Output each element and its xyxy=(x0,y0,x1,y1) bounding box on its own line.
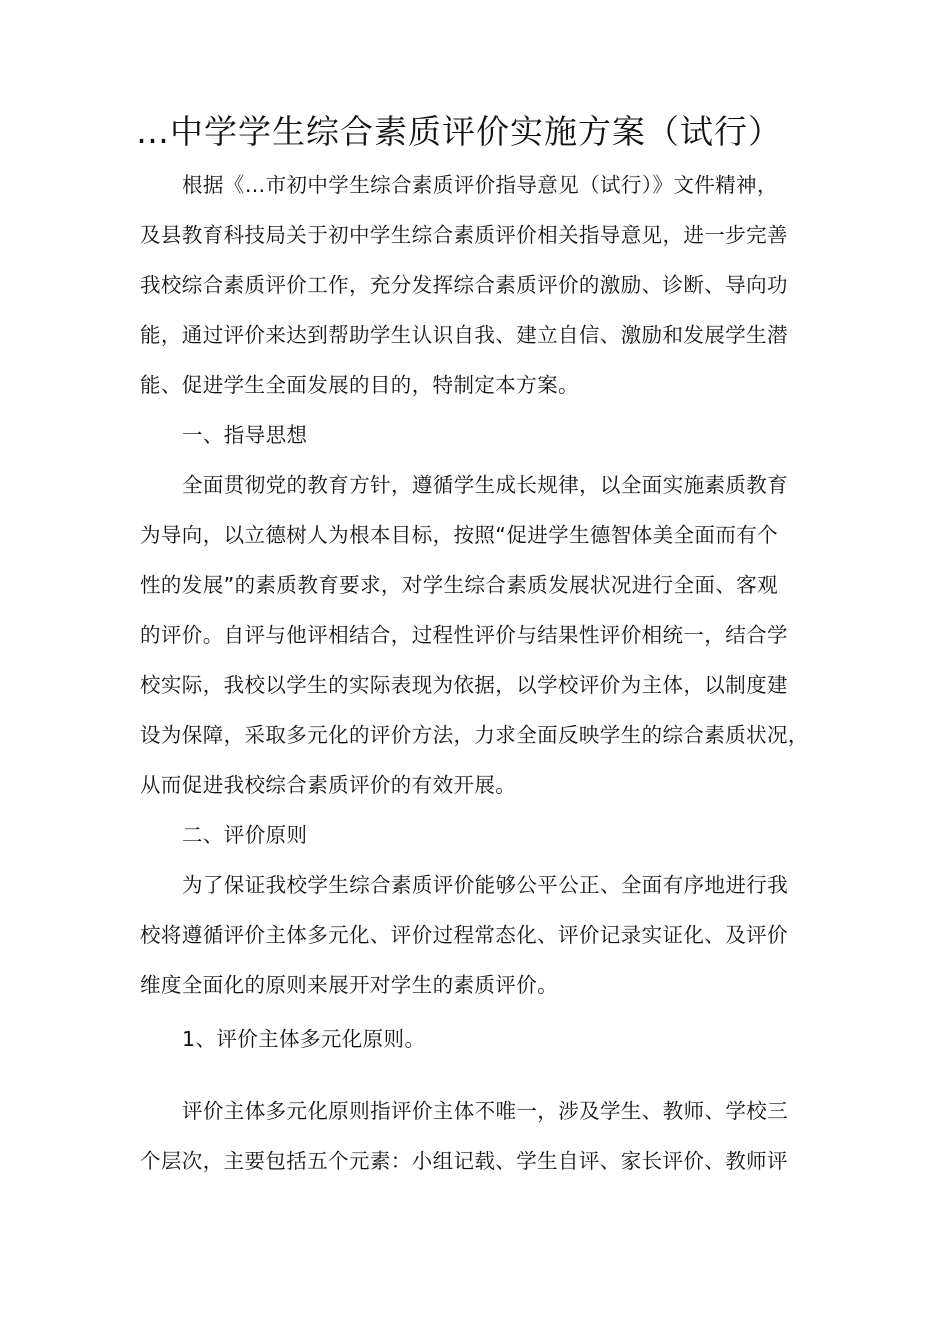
subsection-heading: 1、评价主体多元化原则。 xyxy=(182,1027,426,1051)
paragraph-line: 全面贯彻党的教育方针，遵循学生成长规律，以全面实施素质教育 xyxy=(182,473,789,497)
section-heading: 一、指导思想 xyxy=(182,423,308,447)
paragraph-line: 为了保证我校学生综合素质评价能够公平公正、全面有序地进行我 xyxy=(182,873,789,897)
paragraph-line: 维度全面化的原则来展开对学生的素质评价。 xyxy=(140,973,558,997)
paragraph-line: 个层次，主要包括五个元素：小组记载、学生自评、家长评价、教师评 xyxy=(140,1149,788,1173)
paragraph-line: 为导向，以立德树人为根本目标，按照“促进学生德智体美全面而有个 xyxy=(140,523,779,547)
paragraph-line: 性的发展”的素质教育要求，对学生综合素质发展状况进行全面、客观 xyxy=(140,573,779,597)
paragraph-line: 设为保障，采取多元化的评价方法，力求全面反映学生的综合素质状况， xyxy=(140,723,809,747)
paragraph-line: 校实际，我校以学生的实际表现为依据，以学校评价为主体，以制度建 xyxy=(140,673,788,697)
paragraph-line: 及县教育科技局关于初中学生综合素质评价相关指导意见，进一步完善 xyxy=(140,223,788,247)
paragraph-line: 校将遵循评价主体多元化、评价过程常态化、评价记录实证化、及评价 xyxy=(140,923,788,947)
paragraph-line: 能，通过评价来达到帮助学生认识自我、建立自信、激励和发展学生潜 xyxy=(140,323,788,347)
paragraph-line: 评价主体多元化原则指评价主体不唯一，涉及学生、教师、学校三 xyxy=(182,1099,789,1123)
paragraph-line: 根据《…市初中学生综合素质评价指导意见（试行）》文件精神， xyxy=(182,173,778,197)
section-heading: 二、评价原则 xyxy=(182,823,308,847)
paragraph-line: 从而促进我校综合素质评价的有效开展。 xyxy=(140,773,517,797)
paragraph-line: 能、促进学生全面发展的目的，特制定本方案。 xyxy=(140,373,579,397)
paragraph-line: 我校综合素质评价工作，充分发挥综合素质评价的激励、诊断、导向功 xyxy=(140,273,788,297)
paragraph-line: 的评价。自评与他评相结合，过程性评价与结果性评价相统一，结合学 xyxy=(140,623,788,647)
document-title: …中学学生综合素质评价实施方案（试行） xyxy=(136,112,782,151)
